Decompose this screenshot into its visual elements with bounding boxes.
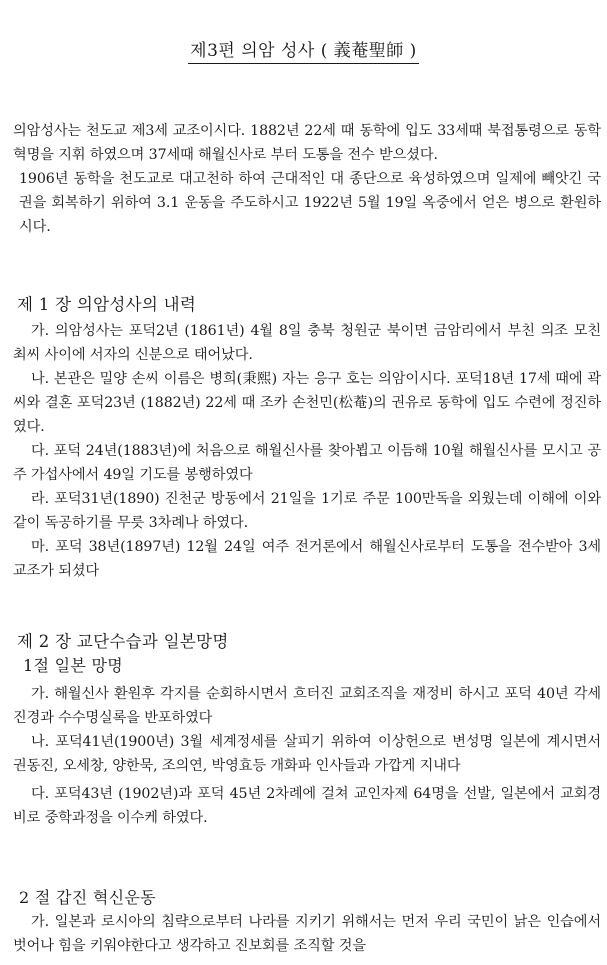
list-item: 가. 의암성사는 포덕2년 (1861년) 4월 8일 충북 청원군 북이면 금암리에서 부친 의조 모친 최씨 사이에 서자의 신분으로 태어났다. (13, 323, 601, 363)
list-item: 가. 해월신사 환원후 각지를 순회하시면서 흐터진 교회조직을 재정비 하시고 포덕 40년 각세진경과 수수명실록을 반포하였다 (13, 686, 601, 726)
list-item: 마. 포덕 38년(1897년) 12월 24일 여주 전거론에서 해월신사로부터 도통을 전수받아 3세 교조가 되셨다 (13, 539, 601, 579)
section-heading: 1절 일본 망명 (23, 656, 124, 675)
list-item: 나. 포덕41년(1900년) 3월 세계정세를 살피기 위하여 이상헌으로 변성명 일본에 계시면서 권동진, 오세창, 양한묵, 조의연, 박영효등 개화파 인사들과 가깝게 지내다 (13, 734, 601, 774)
list-item: 나. 본관은 밀양 손씨 이름은 병희(秉熙) 자는 응구 호는 의암이시다. 포덕18년 17세 때에 곽씨와 결혼 포덕23년 (1882년) 22세 때 조카 손천민(松菴)의 권유로 동학에 입도 수련에 정진하였다. (13, 371, 601, 435)
chapter-heading: 제 1 장 의암성사의 내력 (17, 295, 197, 314)
intro-paragraph: 1906년 동학을 천도교로 대고천하 하여 근대적인 대 종단으로 육성하였으며 일제에 빼앗긴 국권을 회복하기 위하여 3.1 운동을 주도하시고 1922년 5월 19일 옥중에서 얻은 병으로 환원하시다. (19, 171, 601, 235)
page-title-text: 제3편 의암 성사 ( 義菴聖師 ) (188, 36, 419, 64)
section-heading: 2 절 갑진 혁신운동 (19, 888, 156, 907)
page-title (0, 36, 607, 64)
chapter-heading: 제 2 장 교단수습과 일본망명 (17, 632, 229, 651)
chapter-2 (13, 630, 601, 830)
list-item: 라. 포덕31년(1890) 진천군 방동에서 21일을 1기로 주문 100만독을 외웠는데 이해에 이와 같이 독공하기를 무릇 3차례나 하였다. (13, 491, 601, 531)
chapter-1 (13, 293, 601, 583)
list-item: 다. 포덕 24년(1883년)에 처음으로 해월신사를 찾아뵙고 이듬해 10월 해월신사를 모시고 공주 가섭사에서 49일 기도를 봉행하였다 (13, 443, 601, 483)
list-item: 가. 일본과 로시아의 침략으로부터 나라를 지키기 위해서는 먼저 우리 국민이 낡은 인습에서 벗어나 힘을 키워야한다고 생각하고 진보회를 조직할 것을 (13, 914, 601, 954)
intro-paragraph: 의암성사는 천도교 제3세 교조이시다. 1882년 22세 때 동학에 입도 33세때 북접통령으로 동학혁명을 지휘 하였으며 37세때 해월신사로 부터 도통을 전수 받으셨다. (13, 123, 601, 163)
list-item: 다. 포덕43년 (1902년)과 포덕 45년 2차례에 걸쳐 교인자제 64명을 선발, 일본에서 교회경비로 중학과정을 이수케 하였다. (13, 786, 601, 826)
intro-section (13, 119, 601, 239)
chapter-2-section-2 (13, 886, 601, 958)
